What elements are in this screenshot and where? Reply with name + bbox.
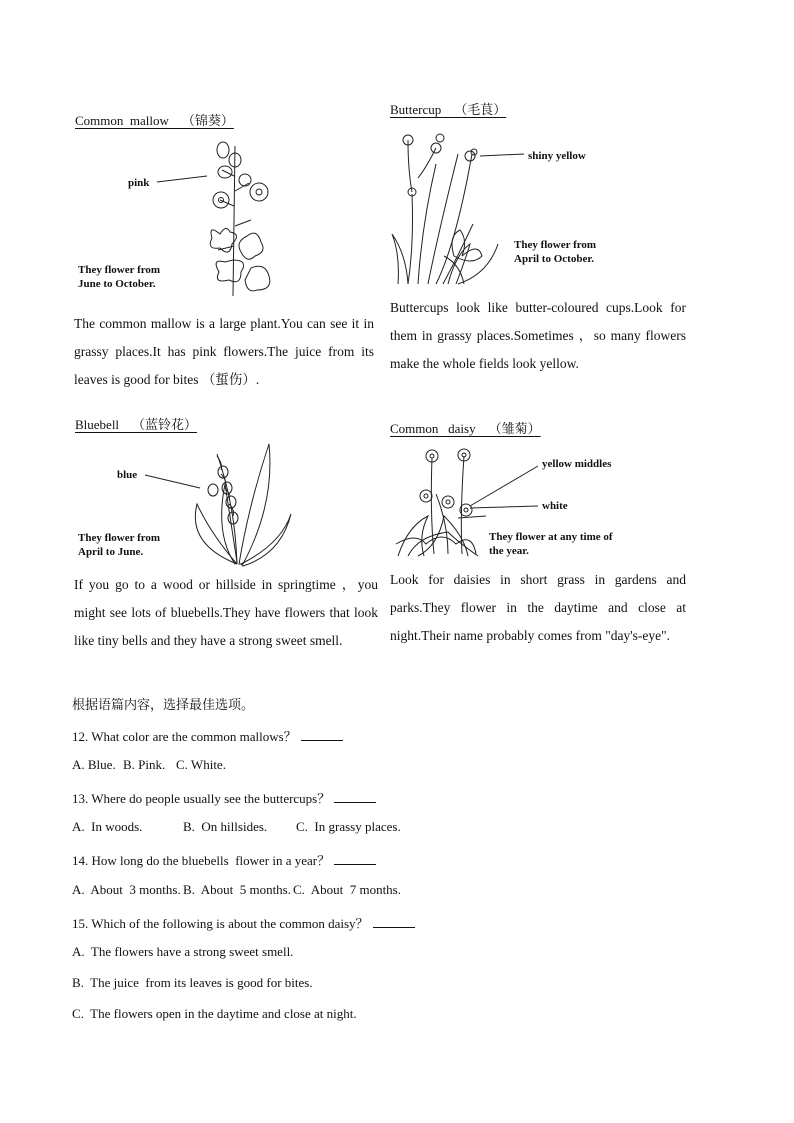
- question-12-option-a[interactable]: A. Blue.: [72, 757, 116, 772]
- question-15-option-c[interactable]: C. The flowers open in the daytime and close at night.: [72, 1006, 357, 1021]
- buttercup-color-label: shiny yellow: [528, 150, 586, 162]
- question-15-option-b[interactable]: B. The juice from its leaves is good for bites.: [72, 975, 313, 990]
- question-12-option-c[interactable]: C. White.: [176, 757, 226, 772]
- buttercup-pointer-line: [388, 126, 678, 291]
- bluebell-flower-label: They flower from April to June.: [78, 532, 161, 558]
- question-15: [72, 913, 415, 932]
- question-13-option-c[interactable]: C. In grassy places.: [296, 819, 401, 834]
- question-13-answer-blank[interactable]: [334, 792, 376, 803]
- daisy-middle-label: yellow middles: [542, 458, 612, 470]
- question-13-option-a[interactable]: A. In woods.: [72, 819, 143, 834]
- mallow-heading: Common mallow （锦葵）: [75, 113, 234, 128]
- question-13: [72, 788, 376, 807]
- mallow-color-label: pink: [128, 177, 150, 189]
- mallow-figure: [75, 136, 295, 306]
- question-14-stem: 14. How long do the bluebells flower in a year？: [72, 853, 331, 868]
- question-12-option-b[interactable]: B. Pink.: [123, 757, 166, 772]
- mallow-flower-label: They flower from June to October.: [78, 264, 161, 290]
- question-13-stem: 13. Where do people usually see the buttercups？: [72, 791, 331, 806]
- question-12-answer-blank[interactable]: [301, 730, 343, 741]
- bluebell-color-label: blue: [117, 469, 138, 481]
- buttercup-heading: Buttercup （毛茛）: [390, 102, 507, 117]
- daisy-paragraph: Look for daisies in short grass in gardens and parks.They flower in the daytime and close at night.Their name probably comes from "day's-eye".: [390, 572, 686, 643]
- question-14-option-c[interactable]: C. About 7 months.: [293, 882, 401, 897]
- daisy-figure: [388, 444, 678, 564]
- question-14: [72, 850, 376, 869]
- question-12: [72, 726, 343, 745]
- buttercup-paragraph: Buttercups look like butter-coloured cups.Look for them in grassy places.Sometimes ，so many flowers make the whole fields look yellow.: [390, 300, 686, 371]
- question-15-answer-blank[interactable]: [373, 917, 415, 928]
- question-12-stem: 12. What color are the common mallows？: [72, 729, 297, 744]
- question-14-answer-blank[interactable]: [334, 854, 376, 865]
- question-14-option-b[interactable]: B. About 5 months.: [183, 882, 291, 897]
- daisy-flower-label: They flower at any time of the year.: [489, 531, 613, 557]
- buttercup-flower-label: They flower from April to October.: [514, 239, 597, 265]
- mallow-paragraph: The common mallow is a large plant.You can see it in grassy places.It has pink flowers.The juice from its leaves is good for bites （蜇伤）.: [74, 316, 374, 387]
- daisy-heading: Common daisy （雏菊）: [390, 421, 541, 436]
- question-13-option-b[interactable]: B. On hillsides.: [183, 819, 268, 834]
- question-15-option-a[interactable]: A. The flowers have a strong sweet smell.: [72, 944, 294, 959]
- bluebell-paragraph: If you go to a wood or hillside in springtime ，you might see lots of bluebells.They have flowers that look like tiny bells and they have a strong sweet smell.: [74, 577, 378, 648]
- instruction-text: 根据语篇内容，选择最佳选项。: [72, 698, 255, 713]
- daisy-color-label: white: [542, 500, 568, 512]
- bluebell-figure: [75, 440, 305, 570]
- question-15-stem: 15. Which of the following is about the common daisy？: [72, 916, 369, 931]
- question-14-option-a[interactable]: A. About 3 months.: [72, 882, 181, 897]
- bluebell-heading: Bluebell （蓝铃花）: [75, 417, 198, 432]
- buttercup-figure: [388, 126, 678, 291]
